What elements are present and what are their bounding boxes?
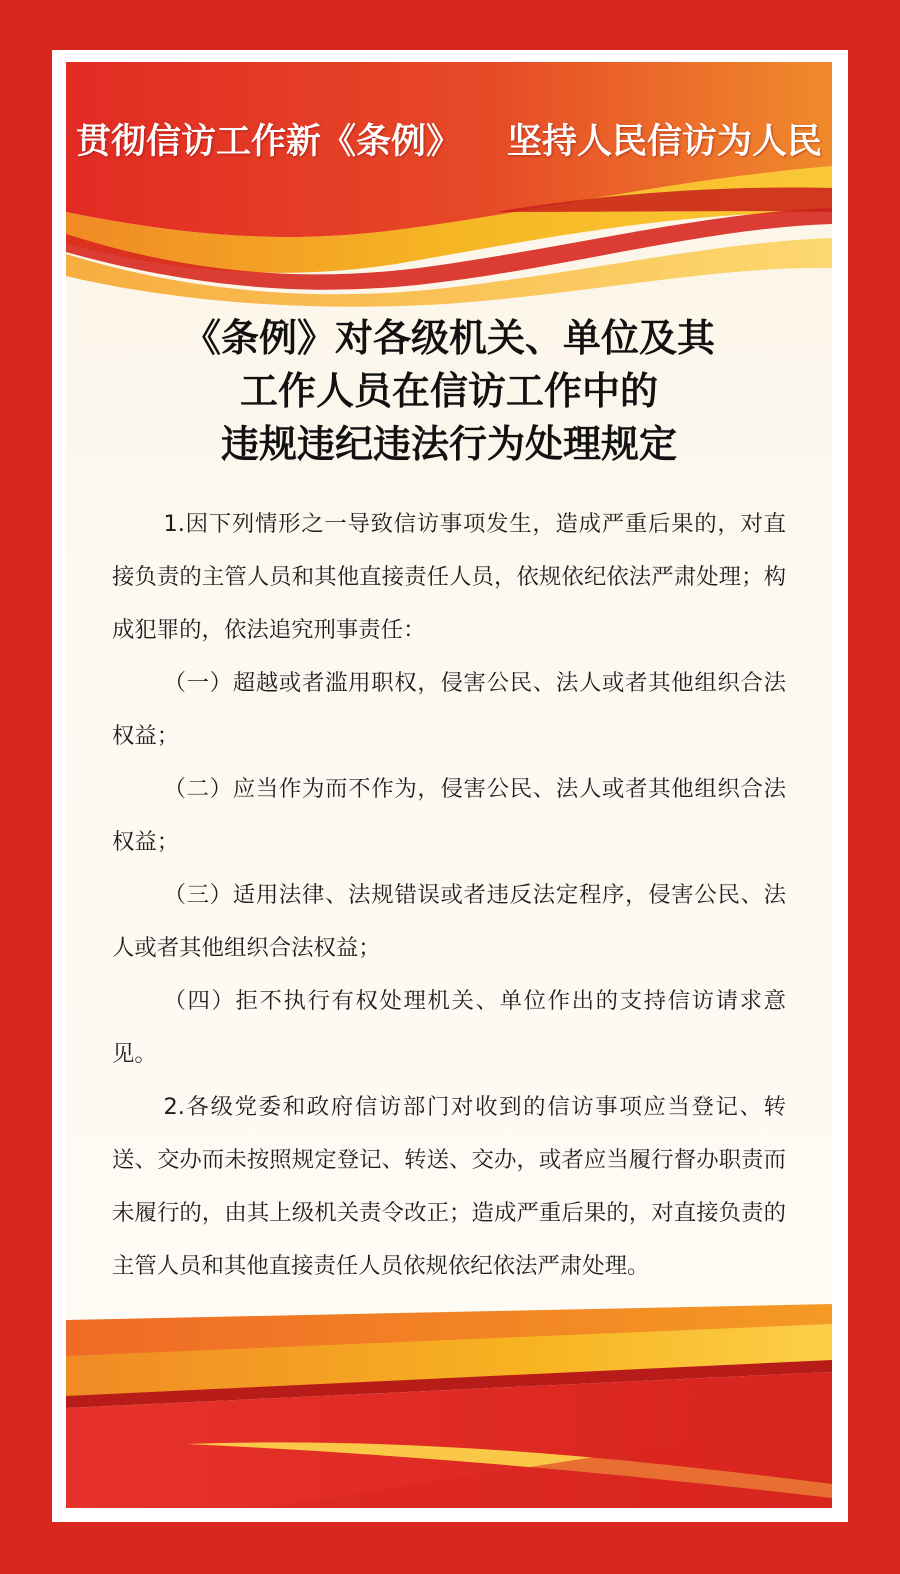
header-slogan bbox=[66, 114, 832, 164]
paragraph-2: 2.各级党委和政府信访部门对收到的信访事项应当登记、转送、交办而未按照规定登记、转送、交办，或者应当履行督办职责而未履行的，由其上级机关责令改正；造成严重后果的，对直接负责的主管人员和其他直接责任人员依规依纪依法严肃处理。 bbox=[112, 1094, 786, 1279]
page-title bbox=[66, 312, 832, 471]
bottom-banner-decoration bbox=[66, 1268, 832, 1508]
top-banner-decoration bbox=[66, 62, 832, 312]
paragraph-item-3: （三）适用法律、法规错误或者违反法定程序，侵害公民、法人或者其他组织合法权益； bbox=[112, 882, 786, 961]
title-line-2: 工作人员在信访工作中的 bbox=[239, 369, 658, 413]
regulation-body bbox=[112, 498, 786, 1293]
content-panel bbox=[66, 62, 832, 1508]
slogan-right: 坚持人民信访为人民 bbox=[507, 122, 823, 162]
slogan-left: 贯彻信访工作新《条例》 bbox=[75, 122, 461, 162]
title-line-3: 违规违纪违法行为处理规定 bbox=[220, 422, 677, 466]
paragraph-item-1: （一）超越或者滥用职权，侵害公民、法人或者其他组织合法权益； bbox=[112, 670, 786, 749]
title-line-1: 《条例》对各级机关、单位及其 bbox=[182, 316, 715, 360]
paragraph-item-4: （四）拒不执行有权处理机关、单位作出的支持信访请求意见。 bbox=[112, 988, 786, 1067]
paragraph-item-2: （二）应当作为而不作为，侵害公民、法人或者其他组织合法权益； bbox=[112, 776, 786, 855]
paragraph-1: 1.因下列情形之一导致信访事项发生，造成严重后果的，对直接负责的主管人员和其他直接责任人员，依规依纪依法严肃处理；构成犯罪的，依法追究刑事责任： bbox=[112, 511, 786, 643]
